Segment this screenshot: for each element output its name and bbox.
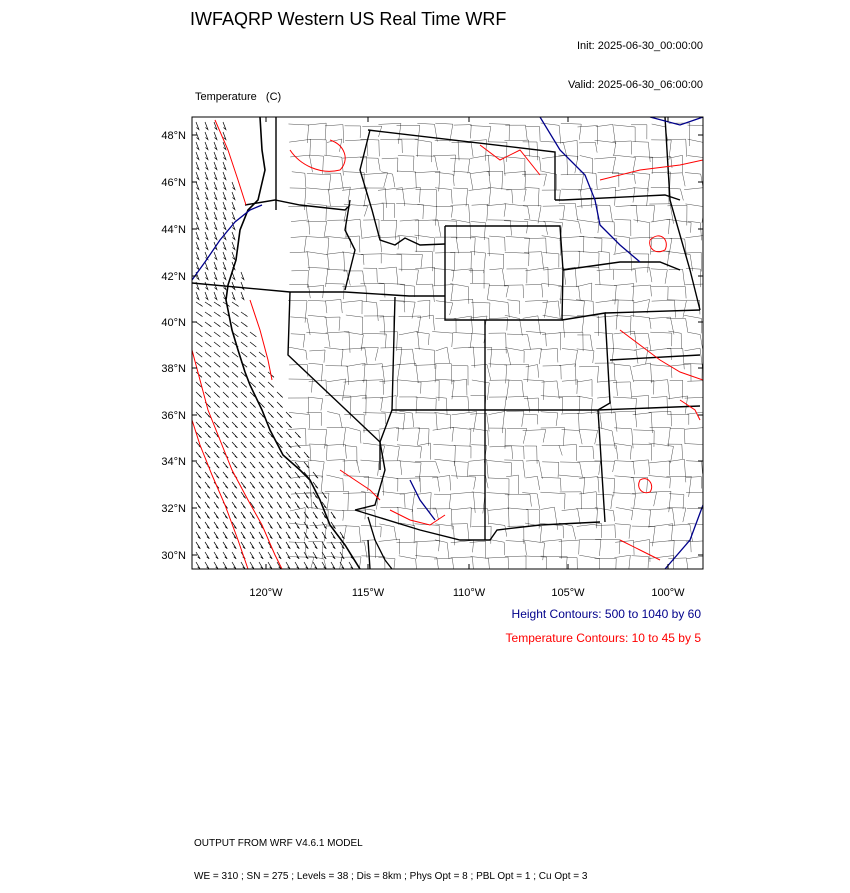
lat-tick-label: 46°N: [161, 177, 186, 189]
lon-tick-label: 115°W: [351, 587, 385, 599]
lon-tick-label: 105°W: [551, 587, 585, 599]
lon-tick-label: 120°W: [249, 587, 283, 599]
init-time: Init: 2025-06-30_00:00:00: [577, 40, 703, 52]
lon-tick-label: 100°W: [651, 587, 685, 599]
height-contours-legend: Height Contours: 500 to 1040 by 60: [511, 607, 701, 621]
map-title: IWFAQRP Western US Real Time WRF: [190, 9, 507, 29]
lat-tick-label: 40°N: [161, 317, 186, 329]
lon-tick-label: 110°W: [452, 587, 486, 599]
map-plot-area: [192, 117, 703, 569]
field-temperature: Temperature (C): [195, 91, 282, 103]
footer-model-line: OUTPUT FROM WRF V4.6.1 MODEL: [194, 838, 363, 849]
lat-tick-label: 42°N: [161, 271, 186, 283]
lat-tick-label: 32°N: [161, 503, 186, 515]
lat-tick-label: 38°N: [161, 363, 186, 375]
lat-tick-label: 48°N: [161, 130, 186, 142]
footer-config-line: WE = 310 ; SN = 275 ; Levels = 38 ; Dis = 8km ; Phys Opt = 8 ; PBL Opt = 1 ; Cu Opt = 3: [194, 871, 588, 882]
temperature-contours-legend: Temperature Contours: 10 to 45 by 5: [505, 631, 701, 645]
lat-tick-label: 36°N: [161, 410, 186, 422]
lat-tick-label: 34°N: [161, 456, 186, 468]
valid-time: Valid: 2025-06-30_06:00:00: [568, 79, 703, 91]
lat-tick-label: 44°N: [161, 224, 186, 236]
lat-tick-label: 30°N: [161, 550, 186, 562]
model-footer: [194, 816, 587, 893]
